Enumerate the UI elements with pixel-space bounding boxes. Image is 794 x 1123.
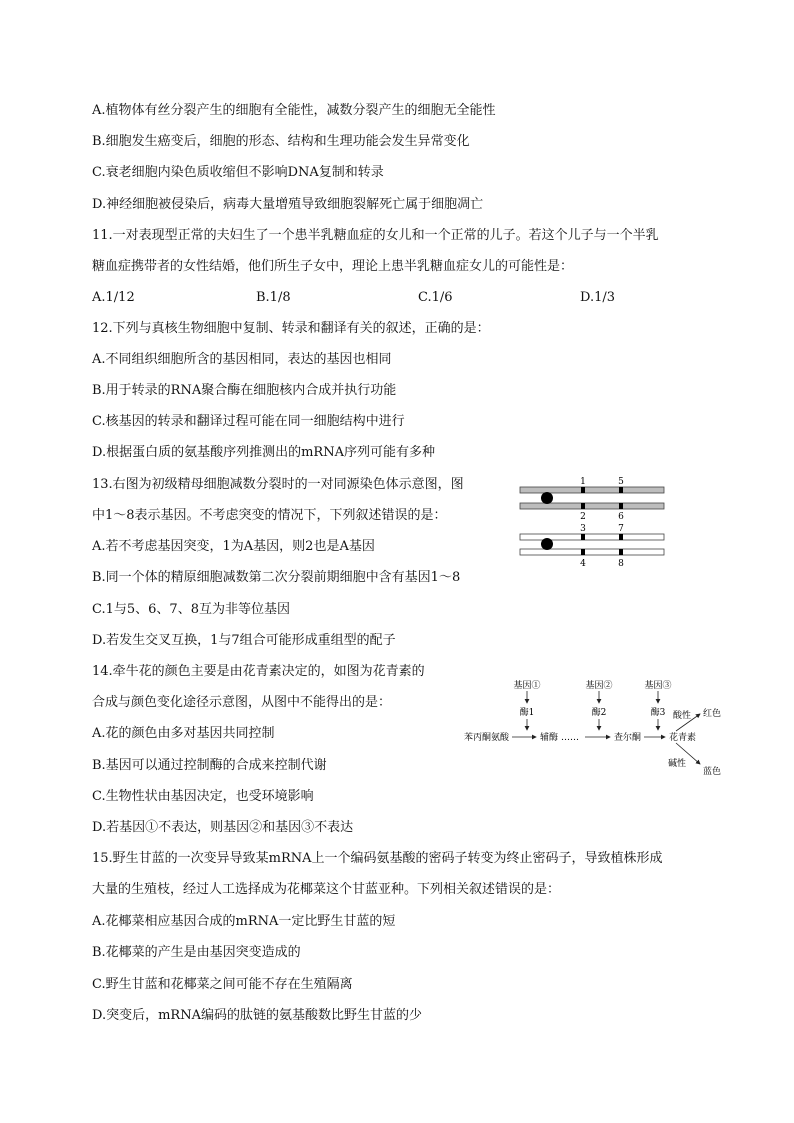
- gene-label-2: 2: [580, 512, 586, 522]
- q11-option-a: A.1/12: [92, 290, 135, 305]
- enzyme-2-label: 酶2: [591, 708, 607, 718]
- centromere-2: [541, 538, 553, 550]
- q15-stem-line2: 大量的生殖枝，经过人工选择成为花椰菜这个甘蓝亚种。下列相关叙述错误的是：: [92, 882, 561, 897]
- intermediate-2-label: 查尔酮: [614, 733, 642, 743]
- q10-option-a: A.植物体有丝分裂产生的细胞有全能性，减数分裂产生的细胞无全能性: [92, 103, 496, 118]
- q13-chromosome-figure: [518, 474, 666, 570]
- q11-stem-line2: 糖血症携带者的女性结婚，他们所生子女中，理论上患半乳糖血症女儿的可能性是：: [92, 259, 574, 274]
- q15-option-b: B.花椰菜的产生是由基因突变造成的: [92, 945, 301, 960]
- q10-option-d: D.神经细胞被侵染后，病毒大量增殖导致细胞裂解死亡属于细胞凋亡: [92, 197, 484, 212]
- q11-option-c: C.1/6: [418, 290, 453, 305]
- red-color-label: 红色: [703, 709, 722, 719]
- substrate-label: 苯丙酮氨酸: [464, 733, 510, 743]
- gene-label-7: 7: [618, 524, 624, 534]
- q14-pathway-figure: [460, 676, 730, 782]
- gene-label-3: 3: [580, 524, 586, 534]
- blue-color-label: 蓝色: [703, 767, 722, 777]
- q14-stem-line2: 合成与颜色变化途径示意图，从图中不能得出的是：: [92, 695, 392, 710]
- chromosome-1: [520, 487, 664, 509]
- enzyme-1-label: 酶1: [519, 708, 535, 718]
- centromere-1: [541, 492, 553, 504]
- q15-option-a: A.花椰菜相应基因合成的mRNA一定比野生甘蓝的短: [92, 914, 396, 929]
- q11-stem-line1: 11.一对表现型正常的夫妇生了一个患半乳糖血症的女儿和一个正常的儿子。若这个儿子与一个半乳: [92, 228, 659, 243]
- q11-option-b: B.1/8: [256, 290, 291, 305]
- gene-label-4: 4: [580, 559, 586, 569]
- q15-option-d: D.突变后，mRNA编码的肽链的氨基酸数比野生甘蓝的少: [92, 1008, 422, 1023]
- q12-option-d: D.根据蛋白质的氨基酸序列推测出的mRNA序列可能有多种: [92, 445, 435, 460]
- q12-stem: 12.下列与真核生物细胞中复制、转录和翻译有关的叙述，正确的是：: [92, 321, 490, 336]
- gene-label-8: 8: [618, 559, 624, 569]
- enzyme-3-label: 酶3: [650, 708, 666, 718]
- q14-stem-line1: 14.牵牛花的颜色主要是由花青素决定的，如图为花青素的: [92, 664, 425, 679]
- chromosome-2: [520, 534, 664, 555]
- gene-label-5: 5: [618, 477, 624, 487]
- gene-label-6: 6: [618, 512, 624, 522]
- q13-option-d: D.若发生交叉互换，1与7组合可能形成重组型的配子: [92, 633, 396, 648]
- q12-option-a: A.不同组织细胞所含的基因相同，表达的基因也相同: [92, 352, 392, 367]
- base-label: 碱性: [668, 759, 687, 769]
- gene-label-1: 1: [580, 477, 586, 487]
- q10-option-c: C.衰老细胞内染色质收缩但不影响DNA复制和转录: [92, 165, 384, 180]
- q14-option-a: A.花的颜色由多对基因共同控制: [92, 726, 275, 741]
- q13-stem-line1: 13.右图为初级精母细胞减数分裂时的一对同源染色体示意图，图: [92, 477, 464, 492]
- product-label: 花青素: [669, 733, 697, 743]
- q14-option-c: C.生物性状由基因决定，也受环境影响: [92, 789, 314, 804]
- q15-option-c: C.野生甘蓝和花椰菜之间可能不存在生殖隔离: [92, 977, 353, 992]
- q11-option-d: D.1/3: [580, 290, 616, 305]
- acid-label: 酸性: [673, 711, 692, 721]
- q13-option-b: B.同一个体的精原细胞减数第二次分裂前期细胞中含有基因1～8: [92, 570, 461, 585]
- q14-option-d: D.若基因①不表达，则基因②和基因③不表达: [92, 820, 354, 835]
- q15-stem-line1: 15.野生甘蓝的一次变异导致某mRNA上一个编码氨基酸的密码子转变为终止密码子，导致植株形成: [92, 851, 663, 866]
- q10-option-b: B.细胞发生癌变后，细胞的形态、结构和生理功能会发生异常变化: [92, 134, 470, 149]
- intermediate-1-label: 辅酶: [540, 733, 559, 743]
- gene-1-label: 基因①: [513, 681, 541, 691]
- pathway-dots: ……: [561, 733, 579, 743]
- q13-stem-line2: 中1～8表示基因。不考虑突变的情况下，下列叙述错误的是：: [92, 508, 447, 523]
- q13-option-c: C.1与5、6、7、8互为非等位基因: [92, 602, 290, 617]
- q12-option-c: C.核基因的转录和翻译过程可能在同一细胞结构中进行: [92, 414, 405, 429]
- q13-option-a: A.若不考虑基因突变，1为A基因，则2也是A基因: [92, 539, 375, 554]
- gene-2-label: 基因②: [585, 681, 613, 691]
- gene-3-label: 基因③: [644, 681, 672, 691]
- q12-option-b: B.用于转录的RNA聚合酶在细胞核内合成并执行功能: [92, 383, 397, 398]
- q14-option-b: B.基因可以通过控制酶的合成来控制代谢: [92, 758, 327, 773]
